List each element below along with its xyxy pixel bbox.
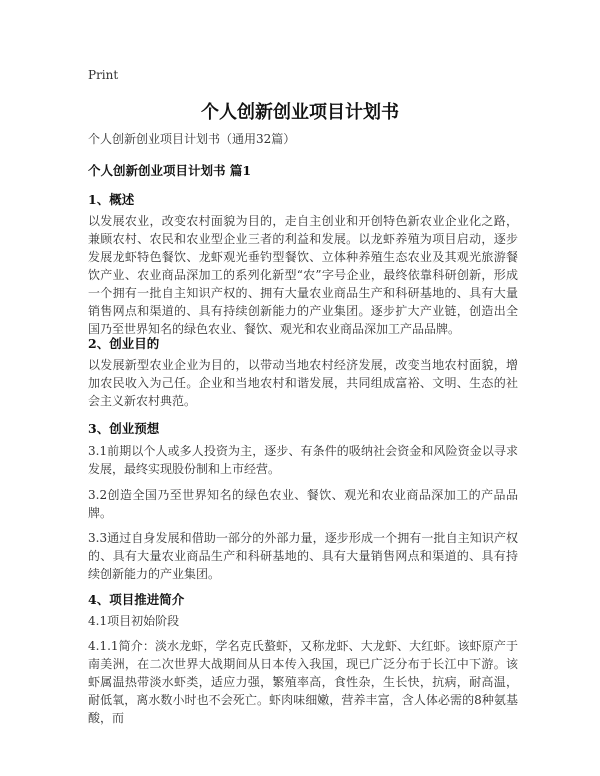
document-subtitle: 个人创新创业项目计划书（通用32篇） <box>88 132 296 146</box>
paragraph: 4.1.1简介：淡水龙虾，学名克氏螯虾，又称龙虾、大龙虾、大红虾。该虾原产于南美洲，在二次世界大战期间从日本传入我国，现已广泛分布于长江中下游。该虾属温热带淡水虾类，适应力强，繁殖率高，食性杂，生长快，抗病，耐高温，耐低氧，离水数小时也不会死亡。虾肉味细嫩，营养丰富，含人体必需的8种氨基酸，而 <box>88 639 518 725</box>
paragraph: 4.1项目初始阶段 <box>88 614 180 628</box>
paragraph: 3.2创造全国乃至世界知名的绿色农业、餐饮、观光和农业商品深加工的产品品牌。 <box>88 488 518 520</box>
section-heading-overview: 1、概述 <box>88 192 135 207</box>
paragraph: 以发展农业，改变农村面貌为目的，走自主创业和开创特色新农业企业化之路，兼顾农村、农民和农业型企业三者的利益和发展。以龙虾养殖为项目启动，逐步发展龙虾特色餐饮、龙虾观光垂钓型餐饮、立体种养殖生态农业及其观光旅游餐饮产业、农业商品深加工的系列化新型“农”字号企业，最终依靠科研创新，形成一个拥有一批自主知识产权的、拥有大量农业商品生产和科研基地的、具有大量销售网点和渠道的、具有持续创新能力的产业集团。逐步扩大产业链，创造出全国乃至世界知名的绿色农业、餐饮、观光和农业商品深加工产品品牌。 <box>88 214 518 336</box>
paragraph: 以发展新型农业企业为目的，以带动当地农村经济发展，改变当地农村面貌，增加农民收入为己任。企业和当地农村和谐发展，共同组成富裕、文明、生态的社会主义新农村典范。 <box>88 358 518 408</box>
paragraph: 3.1前期以个人或多人投资为主，逐步、有条件的吸纳社会资金和风险资金以寻求发展，最终实现股份制和上市经营。 <box>88 444 518 476</box>
section-heading-vision: 3、创业预想 <box>88 421 160 436</box>
print-link[interactable]: Print <box>88 68 119 82</box>
paragraph: 3.3通过自身发展和借助一部分的外部力量，逐步形成一个拥有一批自主知识产权的、具有大量农业商品生产和科研基地的、具有大量销售网点和渠道的、具有持续创新能力的产业集团。 <box>88 531 518 581</box>
section-heading-purpose: 2、创业目的 <box>88 336 160 351</box>
page-title: 个人创新创业项目计划书 <box>201 102 399 123</box>
section-heading-progress: 4、项目推进简介 <box>88 592 185 607</box>
article-section-title: 个人创新创业项目计划书 篇1 <box>88 163 252 178</box>
